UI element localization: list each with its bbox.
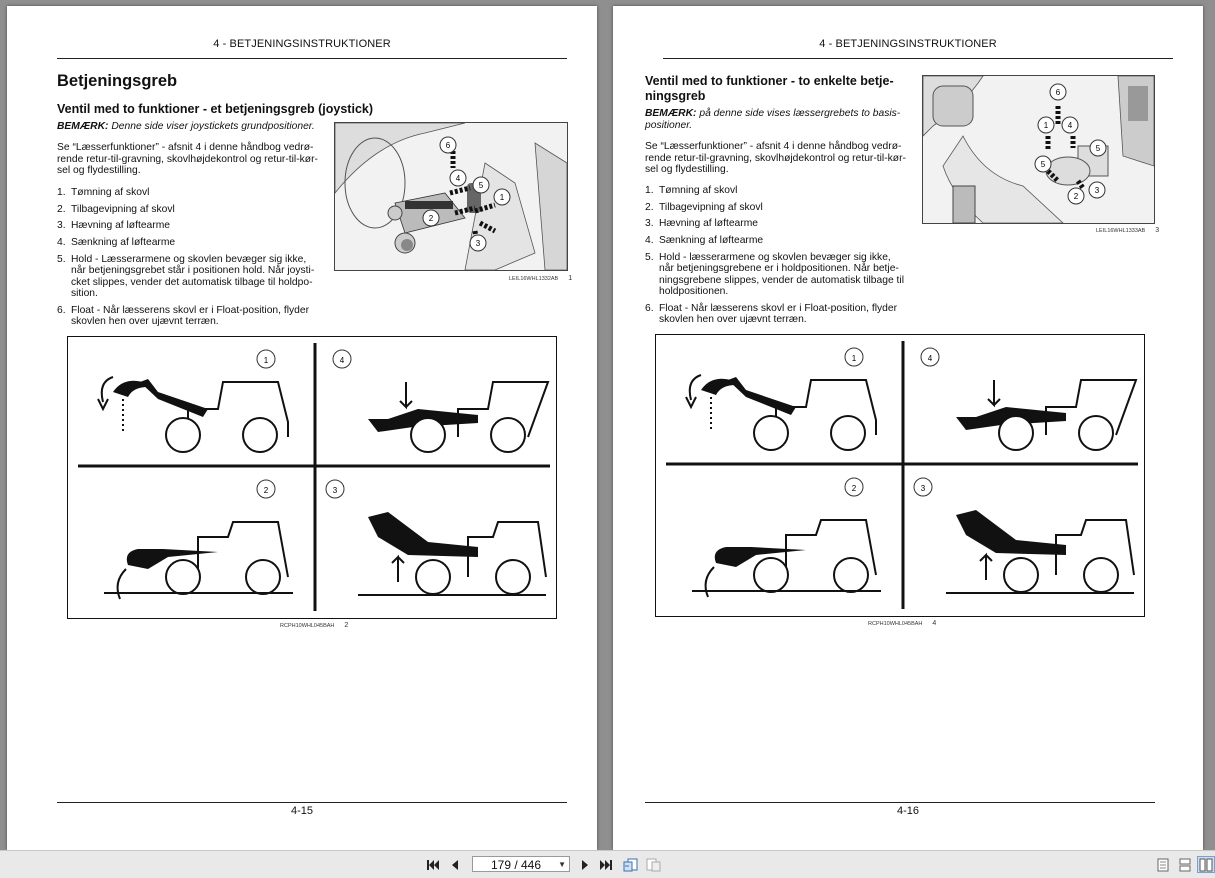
note	[57, 121, 315, 133]
svg-text:4: 4	[1067, 121, 1073, 130]
svg-text:4: 4	[339, 356, 345, 365]
back-view-icon	[623, 858, 639, 872]
intro-line: sel og flydestilling.	[57, 165, 141, 176]
loader-functions-panel	[655, 334, 1145, 617]
list-item: 5. Hold - Læsserarmene og skovlen bevæger sig ikke, når betjeningsgrebet står i positionen hold. Når joysti- cket slippes, vender det automatisk tilbage til holdpo- sition.	[57, 253, 315, 300]
list-item: 1. Tømning af skovl	[57, 187, 150, 198]
go-forward-view-button[interactable]	[645, 856, 663, 873]
facing-pages-view-button[interactable]	[1197, 856, 1215, 873]
lever-photo	[922, 75, 1155, 224]
subsection-title: Ventil med to funktioner - et betjeningsgreb (joystick)	[57, 102, 374, 116]
note: BEMÆRK: på denne side vises læssergrebets to basis- positioner.	[645, 108, 901, 131]
function-list	[57, 187, 317, 333]
running-head: 4 - BETJENINGSINSTRUKTIONER	[213, 38, 391, 50]
svg-text:1: 1	[1043, 121, 1049, 130]
footer-rule	[57, 802, 567, 803]
page-4-15	[7, 6, 597, 850]
note-label: BEMÆRK:	[57, 121, 109, 132]
svg-text:2: 2	[851, 484, 857, 493]
list-item: 3. Hævning af løftearme	[57, 220, 171, 232]
svg-text:1: 1	[263, 356, 269, 365]
list-item: 2. Tilbagevipning af skovl	[645, 201, 763, 213]
list-item: 3. Hævning af løftearme	[645, 218, 759, 230]
section-title: Betjeningsgreb	[57, 72, 178, 90]
chevron-down-icon[interactable]: ▼	[558, 860, 566, 869]
figure-caption: LEIL16WHL1333AB 3	[1096, 227, 1160, 234]
svg-text:4: 4	[927, 354, 933, 363]
last-page-icon	[599, 859, 613, 871]
continuous-view-button[interactable]	[1176, 856, 1194, 873]
go-back-view-button[interactable]	[622, 856, 640, 873]
page-number: 4-16	[896, 805, 920, 817]
list-item: 1. Tømning af skovl	[645, 185, 738, 196]
joystick-photo	[334, 122, 568, 271]
next-page-button[interactable]	[576, 856, 594, 873]
svg-text:6: 6	[445, 141, 451, 150]
note-text: Denne side viser joystickets grundpositioner.	[108, 121, 315, 132]
svg-text:5: 5	[1040, 160, 1046, 169]
intro-paragraph	[57, 142, 318, 177]
single-page-icon	[1157, 858, 1169, 872]
figure-caption: RCPH10WHL045BAH 2	[280, 622, 349, 629]
first-page-button[interactable]	[424, 856, 442, 873]
svg-text:5: 5	[478, 181, 484, 190]
list-item: 6. Float - Når læsserens skovl er i Float-position, flyder skovlen hen over ujævnt terræn.	[645, 302, 898, 326]
list-item: 2. Tilbagevipning af skovl	[57, 203, 175, 215]
intro-line: Se “Læsserfunktioner” - afsnit 4 i denne håndbog vedrø-	[645, 141, 902, 152]
svg-text:3: 3	[332, 486, 338, 495]
viewer-toolbar	[0, 850, 1215, 878]
single-page-view-button[interactable]	[1154, 856, 1172, 873]
svg-text:2: 2	[428, 214, 434, 223]
header-rule	[57, 58, 567, 59]
last-page-button[interactable]	[597, 856, 615, 873]
list-item: 6. Float - Når læsserens skovl er i Float-position, flyder skovlen hen over ujævnt terræn.	[57, 304, 310, 328]
continuous-page-icon	[1179, 858, 1191, 872]
first-page-icon	[426, 859, 440, 871]
svg-text:4: 4	[455, 174, 461, 183]
previous-page-button[interactable]	[446, 856, 464, 873]
svg-text:5: 5	[1095, 144, 1101, 153]
svg-text:2: 2	[1073, 192, 1079, 201]
loader-functions-panel	[67, 336, 557, 619]
intro-paragraph	[645, 141, 906, 176]
figure-caption: LEIL16WHL1332AB 1	[509, 275, 573, 282]
next-page-icon	[580, 859, 590, 871]
subsection-title: Ventil med to funktioner - to enkelte betje- ningsgreb	[645, 74, 894, 103]
note-label: BEMÆRK:	[645, 108, 697, 119]
svg-text:3: 3	[475, 239, 481, 248]
footer-rule	[645, 802, 1155, 803]
svg-text:3: 3	[920, 484, 926, 493]
previous-page-icon	[450, 859, 460, 871]
figure-caption: RCPH10WHL045BAH 4	[868, 620, 937, 627]
list-item: 5. Hold - læsserarmene og skovlen bevæger sig ikke, når betjeningsgrebene er i holdpositionen. Når betje- ningsgrebene slippes, vender de automatisk tilbage til holdpositionen.	[645, 251, 904, 298]
intro-line: sel og flydestilling.	[645, 164, 729, 175]
page-4-16	[613, 6, 1203, 850]
svg-text:3: 3	[1094, 186, 1100, 195]
intro-line: Se “Læsserfunktioner” - afsnit 4 i denne håndbog vedrø-	[57, 142, 314, 153]
running-head: 4 - BETJENINGSINSTRUKTIONER	[819, 38, 997, 50]
facing-pages-icon	[1199, 858, 1213, 872]
svg-text:2: 2	[263, 486, 269, 495]
page-number: 4-15	[290, 805, 314, 817]
intro-line: rende retur-til-gravning, skovlhøjdekontrol og retur-til-kør-	[645, 152, 906, 164]
list-item: 4. Sænkning af løftearme	[645, 235, 764, 247]
header-rule	[663, 58, 1173, 59]
forward-view-icon	[646, 858, 662, 872]
svg-text:1: 1	[851, 354, 857, 363]
page-number-input[interactable]: 179 / 446 ▼	[472, 856, 570, 872]
svg-text:6: 6	[1055, 88, 1061, 97]
function-list	[645, 185, 905, 331]
intro-line: rende retur-til-gravning, skovlhøjdekontrol og retur-til-kør-	[57, 153, 318, 165]
list-item: 4. Sænkning af løftearme	[57, 237, 176, 249]
svg-text:1: 1	[499, 193, 505, 202]
